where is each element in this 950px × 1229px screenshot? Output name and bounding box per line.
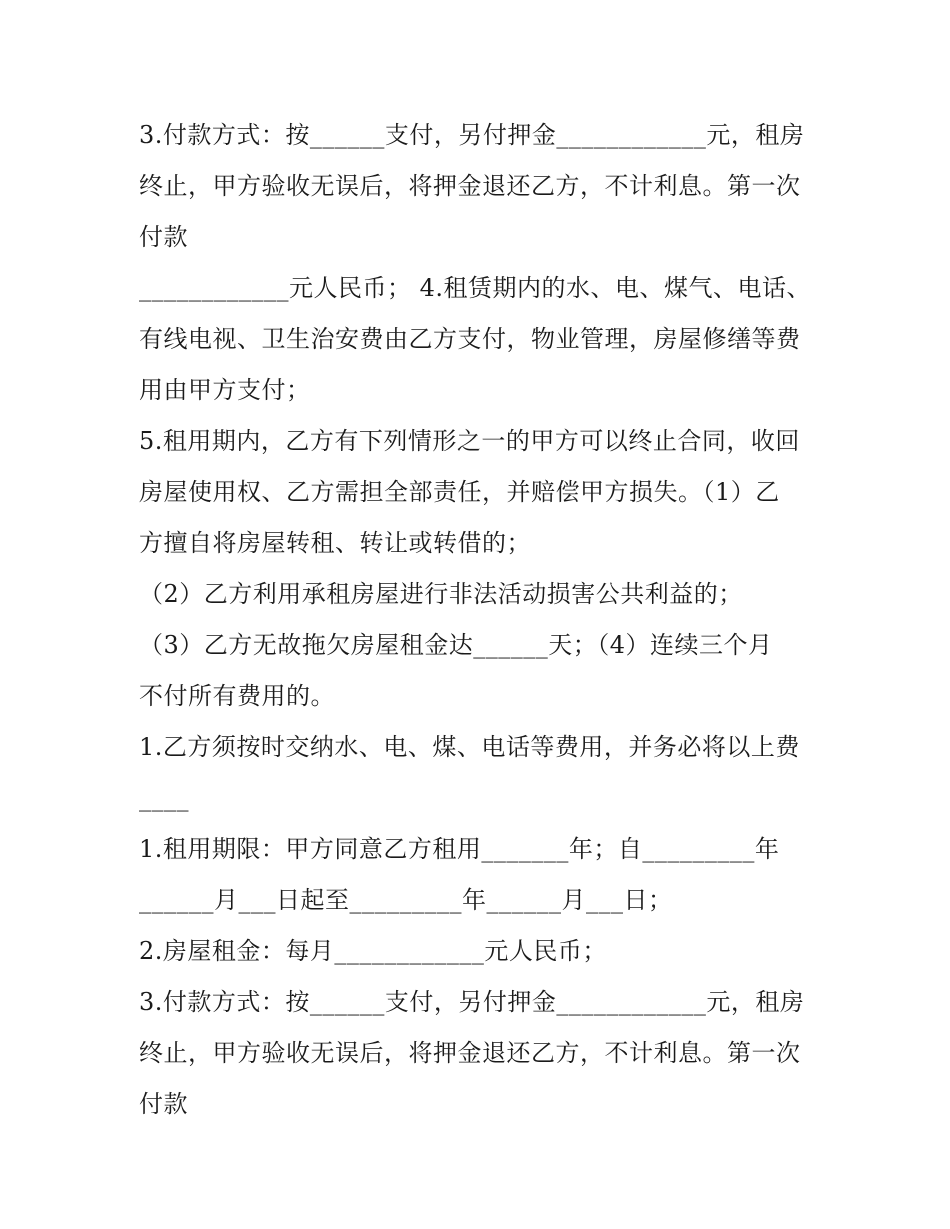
- contract-body-text: [139, 110, 819, 1130]
- text-line: 付款: [139, 223, 188, 251]
- text-line: 用由甲方支付；: [139, 376, 311, 404]
- text-line: ______月___日起至_________年______月___日；: [139, 886, 673, 914]
- text-line: 1.租用期限：甲方同意乙方租用_______年；自_________年: [139, 835, 780, 863]
- text-line: 3.付款方式：按______支付，另付押金____________元，租房: [139, 121, 805, 149]
- text-line: ____: [139, 784, 189, 812]
- text-line: 房屋使用权、乙方需担全部责任，并赔偿甲方损失。（1）乙: [139, 478, 780, 506]
- text-line: （2）乙方利用承租房屋进行非法活动损害公共利益的；: [139, 580, 743, 608]
- text-line: 付款: [139, 1090, 188, 1118]
- text-line: 5.租用期内，乙方有下列情形之一的甲方可以终止合同，收回: [139, 427, 800, 455]
- text-line: 终止，甲方验收无误后，将押金退还乙方，不计利息。第一次: [139, 1039, 801, 1067]
- text-line: （3）乙方无故拖欠房屋租金达______天；（4）连续三个月: [139, 631, 773, 659]
- text-line: 方擅自将房屋转租、转让或转借的；: [139, 529, 531, 557]
- text-line: ____________元人民币； 4.租赁期内的水、电、煤气、电话、: [139, 274, 812, 302]
- text-line: 有线电视、卫生治安费由乙方支付，物业管理，房屋修缮等费: [139, 325, 801, 353]
- text-line: 2.房屋租金：每月____________元人民币；: [139, 937, 607, 965]
- text-line: 终止，甲方验收无误后，将押金退还乙方，不计利息。第一次: [139, 172, 801, 200]
- text-line: 3.付款方式：按______支付，另付押金____________元，租房: [139, 988, 805, 1016]
- text-line: 不付所有费用的。: [139, 682, 335, 710]
- text-line: 1.乙方须按时交纳水、电、煤、电话等费用，并务必将以上费: [139, 733, 800, 761]
